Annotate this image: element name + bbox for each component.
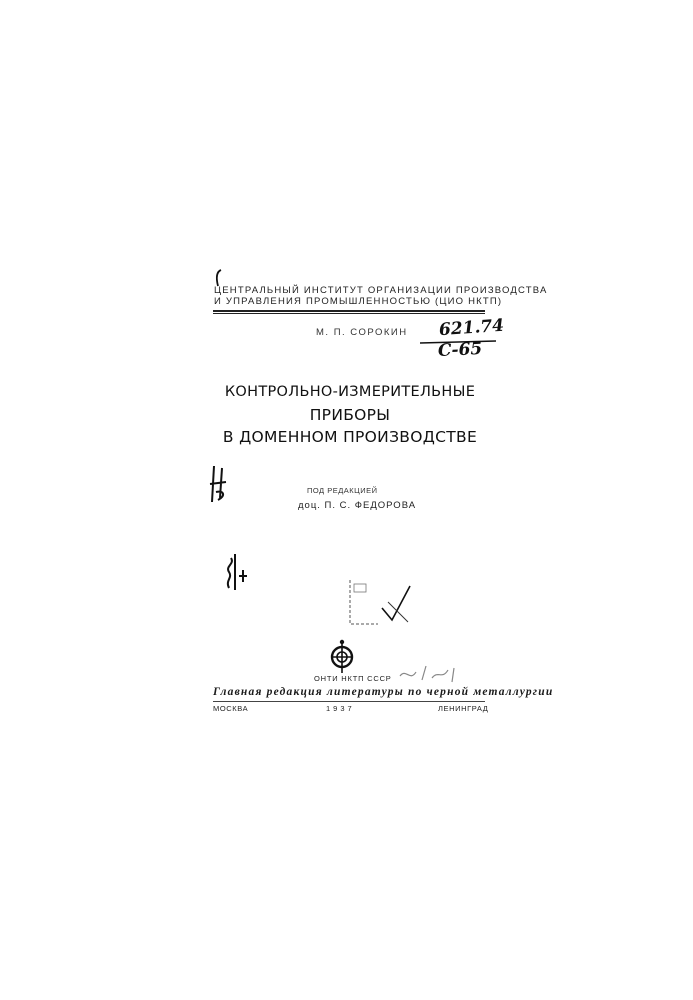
author-name: М. П. СОРОКИН [316, 327, 408, 338]
editor-name: доц. П. С. ФЕДОРОВА [298, 500, 417, 511]
handwritten-number-mark-icon [221, 548, 249, 592]
edition-rule [213, 701, 485, 702]
imprint-year: 1937 [326, 704, 355, 713]
header-rule [213, 310, 485, 312]
library-stamp-icon [348, 578, 416, 628]
editor-label: ПОД РЕДАКЦИЕЙ [307, 486, 378, 495]
imprint-city-left: МОСКВА [213, 704, 249, 713]
institute-line-1: ЦЕНТРАЛЬНЫЙ ИНСТИТУТ ОРГАНИЗАЦИИ ПРОИЗВОДСТВА [214, 285, 548, 296]
call-number-line-2: С-65 [437, 338, 483, 362]
institute-line-2: И УПРАВЛЕНИЯ ПРОМЫШЛЕННОСТЬЮ (ЦИО НКТП) [214, 296, 503, 307]
book-title-line-1: КОНТРОЛЬНО-ИЗМЕРИТЕЛЬНЫЕ [224, 384, 476, 400]
call-number-line-1: 621.74 [438, 315, 505, 341]
edition-line: Главная редакция литературы по черной металлургии [213, 686, 554, 698]
header-rule-thin [213, 313, 485, 314]
handwritten-inventory-mark-icon [206, 462, 232, 506]
book-title-line-3: В ДОМЕННОМ ПРОИЗВОДСТВЕ [222, 428, 478, 446]
publisher-emblem-icon [328, 638, 356, 674]
imprint-city-right: ЛЕНИНГРАД [438, 704, 489, 713]
book-title-line-2: ПРИБОРЫ [309, 406, 391, 424]
publisher-name: ОНТИ НКТП СССР [314, 674, 392, 683]
faint-handwriting-mark [398, 662, 458, 686]
